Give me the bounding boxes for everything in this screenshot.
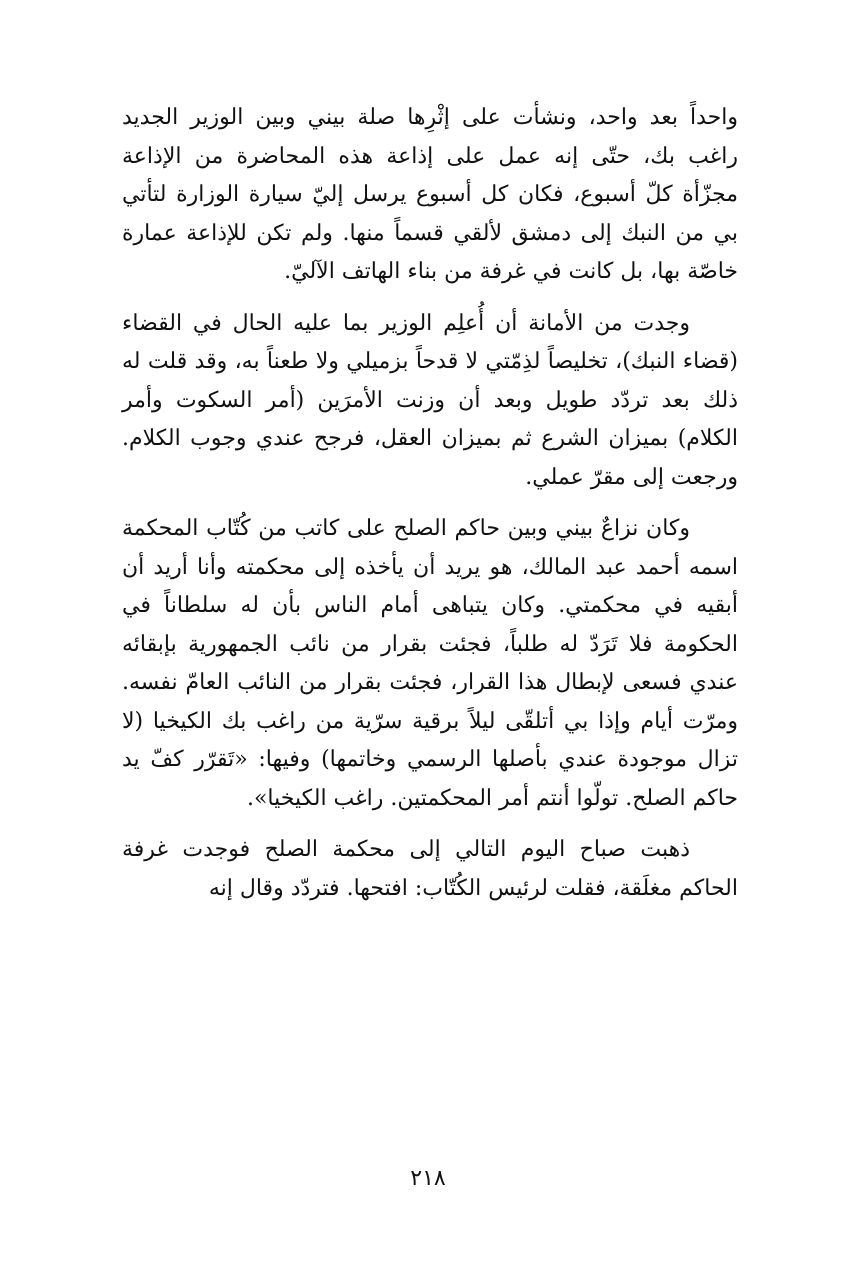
- paragraph-1: واحداً بعد واحد، ونشأت على إثْرِها صلة بيني وبين الوزير الجديد راغب بك، حتّى إنه عمل على إذاعة هذه المحاضرة من الإذاعة مجزّأة كلّ أسبوع، فكان كل أسبوع يرسل إليّ سيارة الوزارة لتأتي بي من النبك إلى دمشق لألقي قسماً منها. ولم تكن للإذاعة عمارة خاصّة بها، بل كانت في غرفة من بناء الهاتف الآليّ.: [122, 105, 738, 284]
- page-number: ٢١٨: [410, 1166, 446, 1191]
- paragraph-4: ذهبت صباح اليوم التالي إلى محكمة الصلح فوجدت غرفة الحاكم مغلَقة، فقلت لرئيس الكُتّاب: افتحها. فتردّد وقال إنه: [122, 837, 738, 901]
- body-text: [122, 99, 738, 921]
- paragraph-3: وكان نزاعٌ بيني وبين حاكم الصلح على كاتب من كُتّاب المحكمة اسمه أحمد عبد المالك، هو يريد أن يأخذه إلى محكمته وأنا أريد أن أبقيه في محكمتي. وكان يتباهى أمام الناس بأن له سلطاناً في الحكومة فلا تَرَدّ له طلباً، فجئت بقرار من نائب الجمهورية بإبقائه عندي فسعى لإبطال هذا القرار، فجئت بقرار من النائب العامّ نفسه. ومرّت أيام وإذا بي أتلقّى ليلاً برقية سرّية من راغب بك الكيخيا (لا تزال موجودة عندي بأصلها الرسمي وخاتمها) وفيها: «تَقرّر كفّ يد حاكم الصلح. تولّوا أنتم أمر المحكمتين. راغب الكيخيا».: [122, 516, 738, 811]
- paragraph-2: وجدت من الأمانة أن أُعلِم الوزير بما عليه الحال في القضاء (قضاء النبك)، تخليصاً لذِمّتي لا قدحاً بزميلي ولا طعناً به، وقد قلت له ذلك بعد تردّد طويل وبعد أن وزنت الأمرَين (أمر السكوت وأمر الكلام) بميزان الشرع ثم بميزان العقل، فرجح عندي وجوب الكلام. ورجعت إلى مقرّ عملي.: [122, 310, 738, 490]
